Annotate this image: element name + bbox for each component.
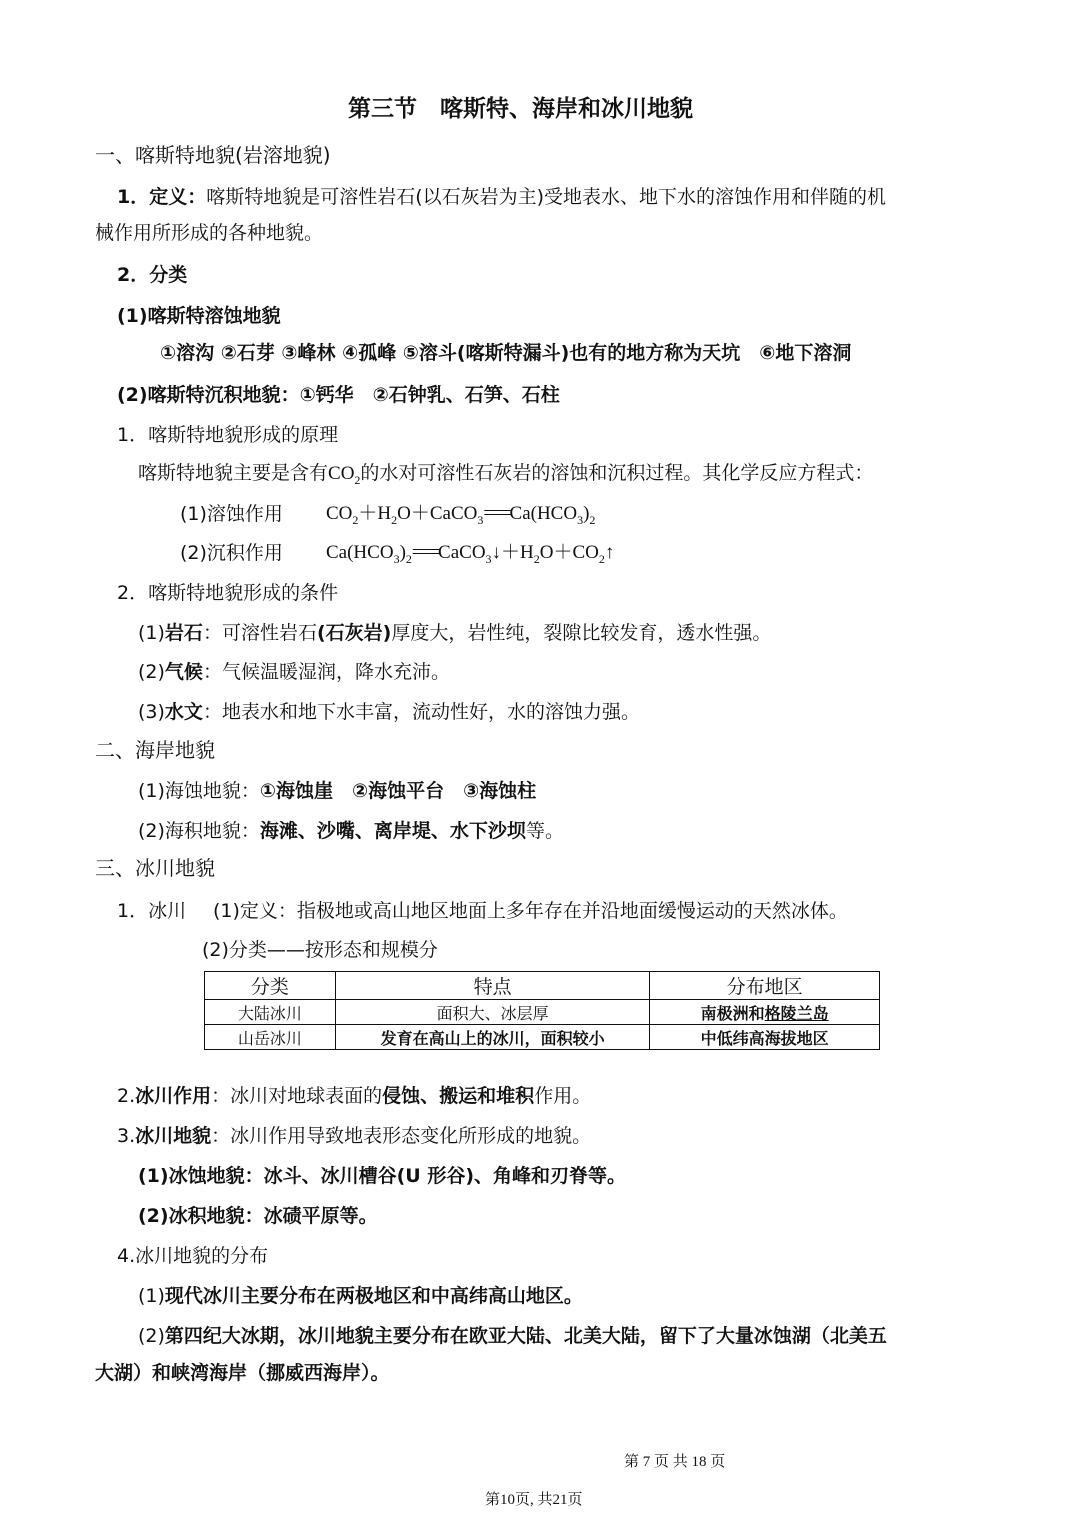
principle-text: 喀斯特地貌主要是含有$CO_2$的水对可溶性石灰岩的溶蚀和沉积过程。其化学反应方程式： [138, 462, 874, 487]
glacier-table [204, 971, 880, 1050]
glacial-erosion-landform: (1)冰蚀地貌：冰斗、冰川槽谷(U 形谷)、角峰和刃脊等。 [138, 1165, 626, 1187]
karst-erosion-items: ①溶沟 ②石芽 ③峰林 ④孤峰 ⑤溶斗(喀斯特漏斗)也有的地方称为天坑 ⑥地下溶洞 [160, 342, 852, 364]
table-cell: 南极洲和格陵兰岛 [650, 1000, 880, 1025]
table-cell: 大陆冰川 [205, 1000, 336, 1025]
karst-erosion-title: (1)喀斯特溶蚀地貌 [117, 305, 281, 327]
section-heading-karst: 一、喀斯特地貌(岩溶地貌) [95, 143, 331, 167]
glacier-label: 1．冰川 [117, 900, 187, 922]
table-header-row [205, 972, 880, 1000]
page-title: 第三节 喀斯特、海岸和冰川地貌 [348, 96, 693, 122]
distribution-label: 4.冰川地貌的分布 [117, 1245, 269, 1267]
karst-definition-cont: 械作用所形成的各种地貌。 [95, 222, 324, 244]
equation-erosion: $CO_2+H_2O+CaCO_3===Ca(HCO_3)_2$ [326, 503, 596, 527]
conditions-label: 2．喀斯特地貌形成的条件 [117, 582, 339, 604]
glacier-landform: 3.冰川地貌：冰川作用导致地表形态变化所形成的地貌。 [117, 1125, 592, 1147]
karst-definition [117, 184, 886, 210]
section-heading-glacier: 三、冰川地貌 [95, 856, 215, 880]
co2-formula: $CO_2$ [328, 463, 361, 487]
equation-deposit-label: (2)沉积作用 [180, 542, 283, 564]
table-header: 分类 [205, 972, 336, 1000]
condition-rock: (1)岩石：可溶性岩石(石灰岩)厚度大，岩性纯，裂隙比较发育，透水性强。 [138, 622, 772, 644]
table-header: 分布地区 [650, 972, 880, 1000]
equation-deposit: $Ca(HCO_3)_2===CaCO_3↓+H_2O+CO_2↑$ [326, 542, 615, 566]
equation-erosion-label: (1)溶蚀作用 [180, 503, 283, 525]
principle-label: 1．喀斯特地貌形成的原理 [117, 424, 339, 446]
coastal-erosion: (1)海蚀地貌：①海蚀崖 ②海蚀平台 ③海蚀柱 [138, 780, 537, 802]
definition-text: 喀斯特地貌是可溶性岩石(以石灰岩为主)受地表水、地下水的溶蚀作用和伴随的机 [206, 186, 887, 208]
table-cell: 面积大、冰层厚 [335, 1000, 650, 1025]
condition-hydrology: (3)水文：地表水和地下水丰富，流动性好，水的溶蚀力强。 [138, 701, 640, 723]
table-cell: 发育在高山上的冰川，面积较小 [335, 1025, 650, 1050]
glacier-action: 2.冰川作用：冰川对地球表面的侵蚀、搬运和堆积作用。 [117, 1085, 592, 1107]
distribution-quaternary: (2)第四纪大冰期，冰川地貌主要分布在欧亚大陆、北美大陆，留下了大量冰蚀湖（北美五 [138, 1325, 887, 1347]
classification-label: 2．分类 [117, 264, 188, 286]
condition-climate: (2)气候：气候温暖湿润，降水充沛。 [138, 661, 450, 683]
definition-label: 1．定义： [117, 186, 207, 208]
table-cell: 中低纬高海拔地区 [650, 1025, 880, 1050]
glacier-classification: (2)分类——按形态和规模分 [202, 939, 438, 961]
glacial-deposit-landform: (2)冰积地貌：冰碛平原等。 [138, 1205, 378, 1227]
distribution-quaternary-cont: 大湖）和峡湾海岸（挪威西海岸）。 [95, 1362, 390, 1384]
distribution-modern: (1)现代冰川主要分布在两极地区和中高纬高山地区。 [138, 1285, 583, 1307]
page-number-outer: 第10页, 共21页 [485, 1492, 583, 1508]
table-row [205, 1000, 880, 1025]
glacier-definition: (1)定义：指极地或高山地区地面上多年存在并沿地面缓慢运动的天然冰体。 [213, 900, 848, 922]
coastal-deposit: (2)海积地貌：海滩、沙嘴、离岸堤、水下沙坝等。 [138, 820, 564, 842]
section-heading-coastal: 二、海岸地貌 [95, 738, 215, 762]
table-cell: 山岳冰川 [205, 1025, 336, 1050]
table-row [205, 1025, 880, 1050]
table-header: 特点 [335, 972, 650, 1000]
page-number-inner: 第 7 页 共 18 页 [624, 1454, 726, 1470]
karst-deposit-line: (2)喀斯特沉积地貌：①钙华 ②石钟乳、石笋、石柱 [117, 384, 560, 406]
